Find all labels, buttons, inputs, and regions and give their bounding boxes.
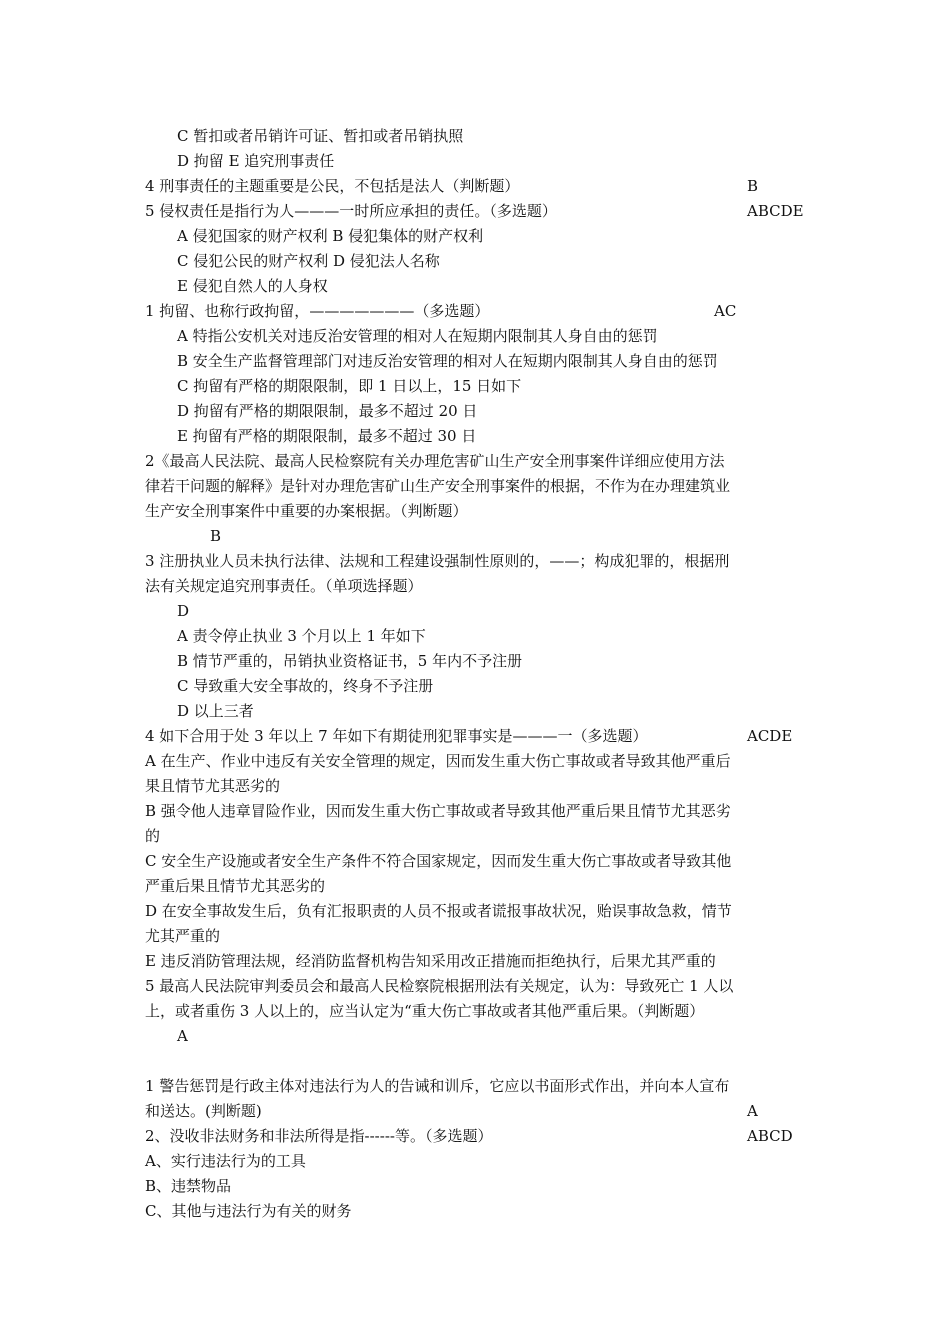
question-line: 律若干问题的解释》是针对办理危害矿山生产安全刑事案件的根据，不作为在办理建筑业: [145, 477, 731, 495]
question-line: 和送达。(判断题): [145, 1102, 262, 1120]
option-line: E 违反消防管理法规，经消防监督机构告知采用改正措施而拒绝执行，后果尤其严重的: [145, 952, 716, 970]
answer-label: B: [210, 527, 222, 545]
option-line: A 侵犯国家的财产权利 B 侵犯集体的财产权利: [177, 227, 484, 245]
option-line: 果且情节尤其恶劣的: [145, 777, 281, 795]
question-line: 1 警告惩罚是行政主体对违法行为人的告诫和训斥，它应以书面形式作出，并向本人宣布: [145, 1077, 730, 1095]
answer-label: ABCD: [747, 1127, 793, 1145]
question-line: 3 注册执业人员未执行法律、法规和工程建设强制性原则的，——；构成犯罪的，根据刑: [145, 552, 730, 570]
question-line: 4 如下合用于处 3 年以上 7 年如下有期徒刑犯罪事实是———一（多选题）: [145, 727, 648, 745]
question-line: 4 刑事责任的主题重要是公民，不包括是法人（判断题）: [145, 177, 520, 195]
option-line: B 安全生产监督管理部门对违反治安管理的相对人在短期内限制其人身自由的惩罚: [177, 352, 718, 370]
option-line: A 特指公安机关对违反治安管理的相对人在短期内限制其人身自由的惩罚: [177, 327, 658, 345]
option-line: 严重后果且情节尤其恶劣的: [145, 877, 326, 895]
option-line: A、实行违法行为的工具: [145, 1152, 306, 1170]
question-line: 5 最高人民法院审判委员会和最高人民检察院根据刑法有关规定，认为：导致死亡 1 人以: [145, 977, 734, 995]
option-line: A 责令停止执业 3 个月以上 1 年如下: [177, 627, 426, 645]
question-line: 生产安全刑事案件中重要的办案根据。（判断题）: [145, 502, 468, 520]
option-line: D 在安全事故发生后，负有汇报职责的人员不报或者谎报事故状况，贻误事故急救，情节: [145, 902, 732, 920]
option-line: C 安全生产设施或者安全生产条件不符合国家规定，因而发生重大伤亡事故或者导致其他: [145, 852, 732, 870]
question-line: 法有关规定追究刑事责任。（单项选择题）: [145, 577, 423, 595]
question-line: 5 侵权责任是指行为人———一时所应承担的责任。（多选题）: [145, 202, 557, 220]
option-line: D 拘留有严格的期限限制，最多不超过 20 日: [177, 402, 478, 420]
option-line: B、违禁物品: [145, 1177, 232, 1195]
text-line: D 拘留 E 追究刑事责任: [177, 152, 335, 170]
option-line: 尤其严重的: [145, 927, 221, 945]
option-line: C 侵犯公民的财产权利 D 侵犯法人名称: [177, 252, 440, 270]
option-line: 的: [145, 827, 161, 845]
option-line: C、其他与违法行为有关的财务: [145, 1202, 352, 1220]
option-line: C 拘留有严格的期限限制，即 1 日以上，15 日如下: [177, 377, 522, 395]
question-line: 2《最高人民法院、最高人民检察院有关办理危害矿山生产安全刑事案件详细应使用方法: [145, 452, 725, 470]
option-line: A 在生产、作业中违反有关安全管理的规定，因而发生重大伤亡事故或者导致其他严重后: [145, 752, 731, 770]
answer-label: ABCDE: [747, 202, 804, 220]
option-line: E 拘留有严格的期限限制，最多不超过 30 日: [177, 427, 477, 445]
answer-label: B: [747, 177, 759, 195]
option-line: D 以上三者: [177, 702, 254, 720]
option-line: B 情节严重的，吊销执业资格证书，5 年内不予注册: [177, 652, 523, 670]
answer-label: A: [177, 1027, 188, 1045]
question-line: 1 拘留、也称行政拘留，———————（多选题）: [145, 302, 490, 320]
answer-label: D: [177, 602, 190, 620]
option-line: B 强令他人违章冒险作业，因而发生重大伤亡事故或者导致其他严重后果且情节尤其恶劣: [145, 802, 731, 820]
question-line: 2、没收非法财务和非法所得是指------等。（多选题）: [145, 1127, 493, 1145]
answer-label: A: [747, 1102, 758, 1120]
option-line: C 导致重大安全事故的，终身不予注册: [177, 677, 434, 695]
option-line: E 侵犯自然人的人身权: [177, 277, 328, 295]
answer-label: ACDE: [747, 727, 793, 745]
answer-label: AC: [714, 302, 737, 320]
question-line: 上，或者重伤 3 人以上的，应当认定为“重大伤亡事故或者其他严重后果。（判断题）: [145, 1002, 705, 1020]
text-line: C 暂扣或者吊销许可证、暂扣或者吊销执照: [177, 127, 464, 145]
